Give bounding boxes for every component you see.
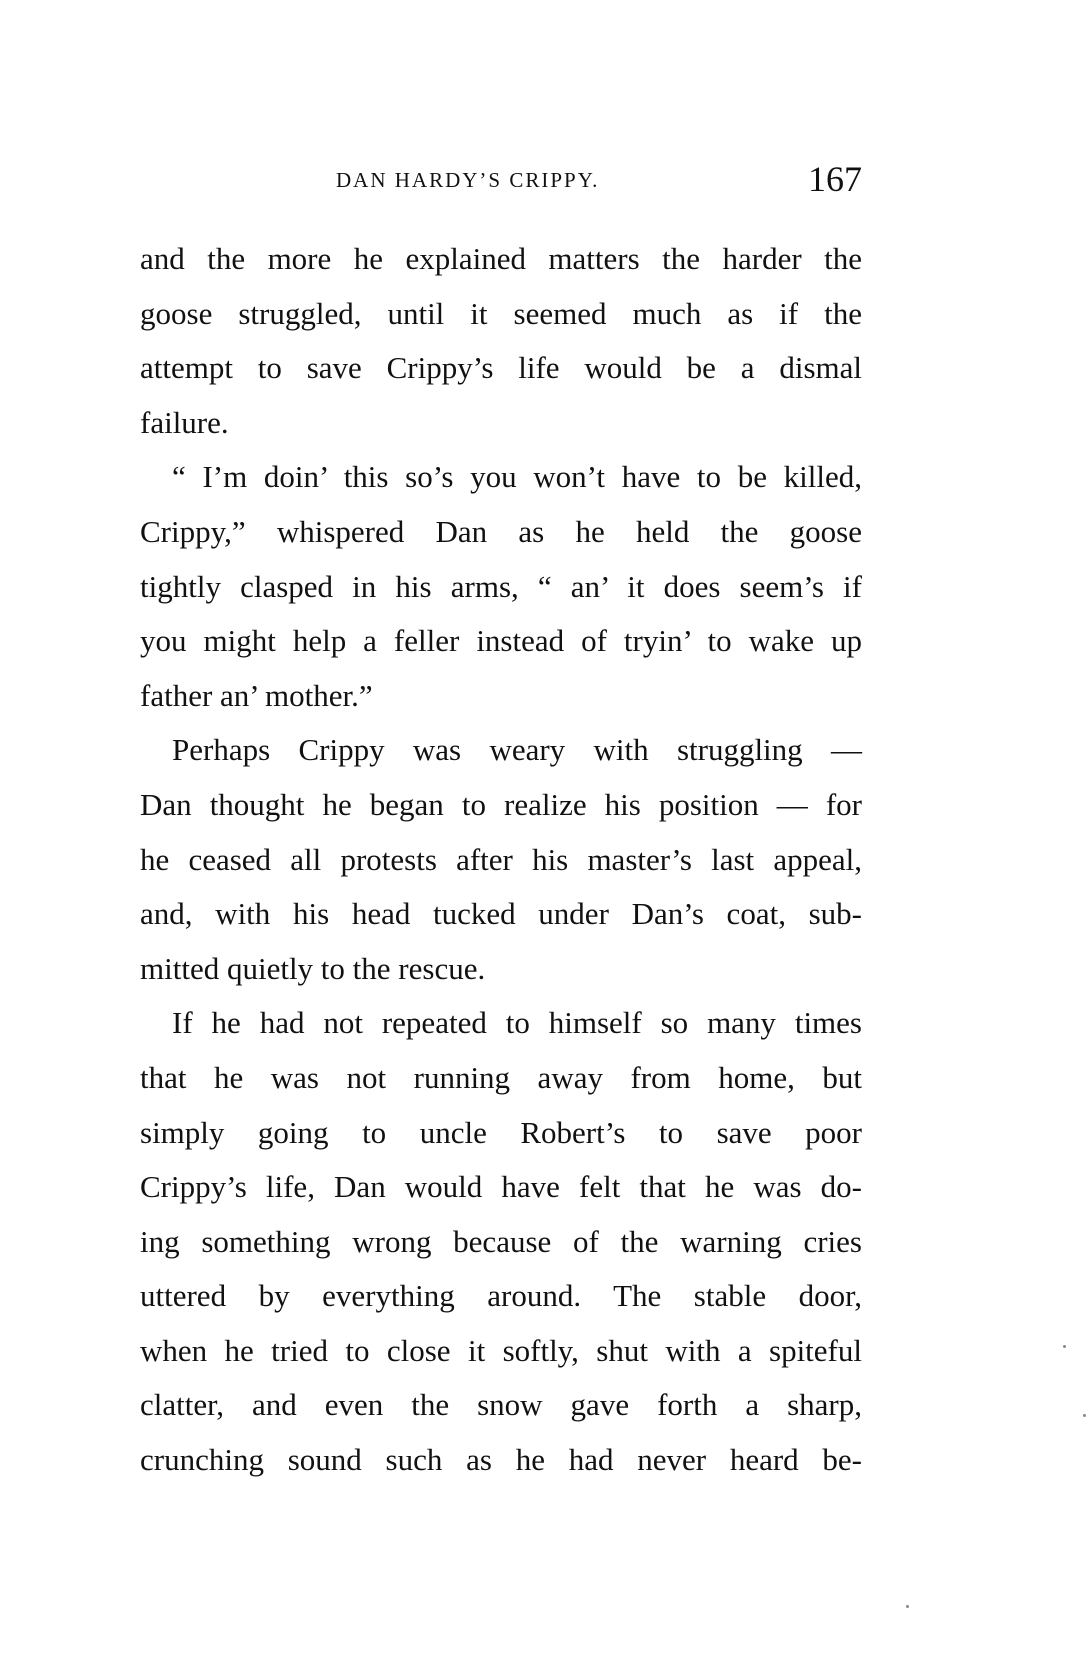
- running-head: [140, 158, 862, 208]
- text-line: simply going to uncle Robert’s to save poor: [140, 1114, 862, 1150]
- text-line: you might help a feller instead of tryin’ to wake up: [140, 623, 862, 659]
- paper-speck: [906, 1605, 909, 1608]
- text-line: If he had not repeated to himself so many times: [172, 1005, 862, 1041]
- text-line: crunching sound such as he had never heard be-: [140, 1442, 862, 1478]
- text-line: Perhaps Crippy was weary with struggling —: [172, 732, 862, 768]
- paper-speck: [1063, 1345, 1066, 1348]
- text-line: “ I’m doin’ this so’s you won’t have to be killed,: [172, 459, 862, 495]
- text-line: clatter, and even the snow gave forth a sharp,: [140, 1387, 862, 1423]
- body-text: [140, 232, 862, 1488]
- text-line: when he tried to close it softly, shut with a spiteful: [140, 1332, 862, 1368]
- text-line: tightly clasped in his arms, “ an’ it does seem’s if: [140, 568, 862, 604]
- text-line: that he was not running away from home, but: [140, 1059, 862, 1095]
- text-line: mitted quietly to the rescue.: [140, 950, 486, 986]
- text-line: goose struggled, until it seemed much as if the: [140, 295, 862, 331]
- text-line: and the more he explained matters the harder the: [140, 241, 862, 276]
- text-line: Crippy,” whispered Dan as he held the goose: [140, 513, 862, 549]
- text-line: Crippy’s life, Dan would have felt that he was do-: [140, 1169, 862, 1205]
- text-line: father an’ mother.”: [140, 677, 373, 713]
- text-line: Dan thought he began to realize his position — for: [140, 786, 862, 822]
- text-line: failure.: [140, 404, 229, 440]
- text-line: and, with his head tucked under Dan’s coat, sub-: [140, 896, 862, 932]
- text-line: attempt to save Crippy’s life would be a dismal: [140, 350, 862, 386]
- paper-speck: [1083, 1414, 1086, 1417]
- text-line: ing something wrong because of the warning cries: [140, 1223, 862, 1259]
- text-line: uttered by everything around. The stable door,: [140, 1278, 862, 1314]
- page-number: 167: [808, 159, 862, 199]
- text-line: he ceased all protests after his master’s last appeal,: [140, 841, 862, 877]
- running-title: DAN HARDY’S CRIPPY.: [336, 168, 600, 192]
